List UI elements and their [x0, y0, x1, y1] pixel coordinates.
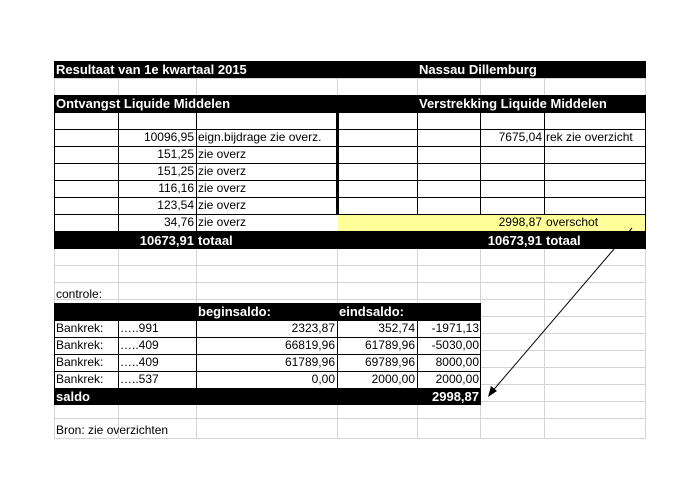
income-desc: zie overz — [198, 181, 247, 195]
bank-account: …..991 — [120, 321, 159, 335]
expense-total: 10673,91 — [487, 233, 542, 248]
income-desc: zie overz — [198, 215, 247, 229]
report-title: Resultaat van 1e kwartaal 2015 — [56, 62, 247, 77]
end-balance: 61789,96 — [364, 338, 415, 352]
begin-balance: 66819,96 — [284, 338, 335, 352]
balance-diff: 2000,00 — [435, 372, 479, 386]
bank-label: Bankrek: — [56, 372, 104, 386]
bank-account: …..537 — [120, 372, 159, 386]
balance-diff: -5030,00 — [431, 338, 479, 352]
income-desc: zie overz — [198, 147, 247, 161]
begin-header: beginsaldo: — [198, 304, 271, 319]
income-amount: 116,16 — [158, 181, 194, 195]
income-desc: zie overz — [198, 198, 247, 212]
bank-label: Bankrek: — [56, 355, 104, 369]
bank-account: …..409 — [120, 338, 159, 352]
income-amount: 151,25 — [157, 164, 194, 178]
expense-heading: Verstrekking Liquide Middelen — [419, 96, 607, 111]
spreadsheet — [54, 61, 646, 439]
saldo-label: saldo — [56, 389, 90, 404]
end-balance: 2000,00 — [371, 372, 415, 386]
income-amount: 151,25 — [157, 147, 194, 161]
expense-total-label: totaal — [546, 233, 581, 248]
expense-desc: rek zie overzicht — [546, 130, 633, 144]
begin-balance: 61789,96 — [284, 355, 335, 369]
balance-diff: -1971,13 — [431, 321, 479, 335]
income-amount: 123,54 — [157, 198, 194, 212]
end-header: eindsaldo: — [339, 304, 405, 319]
expense-amount: 7675,04 — [498, 130, 542, 144]
income-heading: Ontvangst Liquide Middelen — [56, 96, 231, 111]
end-balance: 69789,96 — [364, 355, 415, 369]
bank-label: Bankrek: — [56, 338, 104, 352]
begin-balance: 2323,87 — [291, 321, 335, 335]
income-amount: 10096,95 — [143, 130, 194, 144]
begin-balance: 0,00 — [311, 372, 335, 386]
income-desc: eign.bijdrage zie overz. — [198, 130, 322, 144]
location-name: Nassau Dillemburg — [419, 62, 537, 77]
source-note: Bron: zie overzichten — [56, 423, 169, 437]
surplus-label: overschot — [546, 215, 599, 229]
income-total-label: totaal — [198, 233, 233, 248]
bank-account: …..409 — [120, 355, 159, 369]
control-label: controle: — [56, 287, 103, 301]
end-balance: 352,74 — [378, 321, 415, 335]
income-amount: 34,76 — [163, 215, 194, 229]
bank-label: Bankrek: — [56, 321, 104, 335]
surplus-amount: 2998,87 — [498, 215, 542, 229]
arrow-icon — [54, 61, 646, 439]
income-desc: zie overz — [198, 164, 247, 178]
saldo-amount: 2998,87 — [432, 389, 479, 404]
balance-diff: 8000,00 — [435, 355, 479, 369]
income-total: 10673,91 — [139, 233, 194, 248]
